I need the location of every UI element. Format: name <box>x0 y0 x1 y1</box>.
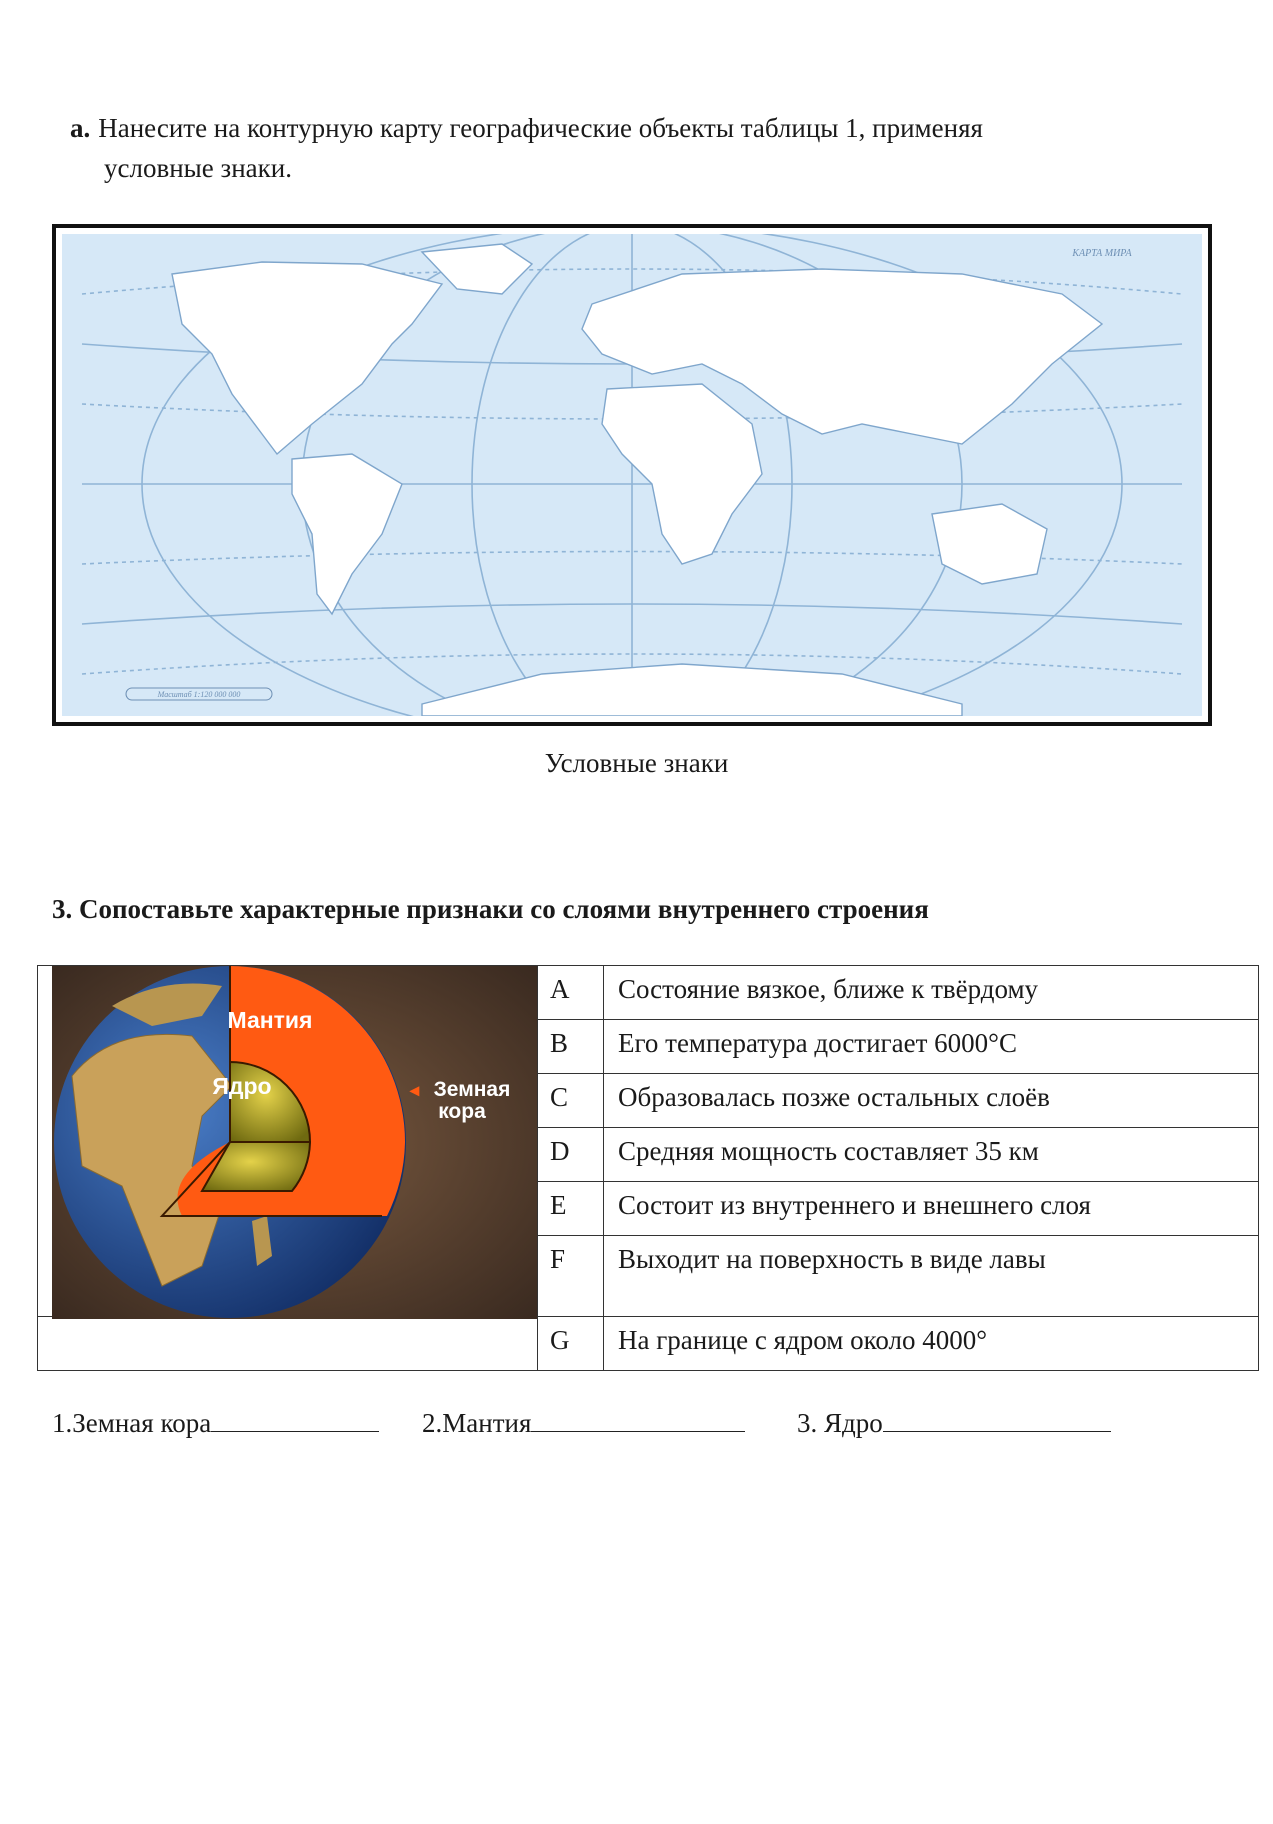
answer-mantle-label: 2.Мантия <box>422 1408 532 1438</box>
world-map-svg <box>62 234 1202 716</box>
crust-label-line2: кора <box>438 1100 486 1123</box>
empty-cell <box>38 1317 538 1371</box>
answer-crust <box>52 1407 379 1439</box>
layers-matching-table <box>37 965 1259 1371</box>
row-text: Выходит на поверхность в виде лавы <box>604 1236 1259 1317</box>
legend-title: Условные знаки <box>544 748 729 778</box>
row-letter: E <box>538 1182 604 1236</box>
row-letter: B <box>538 1020 604 1074</box>
mantle-label: Мантия <box>227 1007 313 1033</box>
answer-core <box>797 1407 1111 1439</box>
task-a-marker: а. <box>70 113 91 143</box>
row-letter: G <box>538 1317 604 1371</box>
answer-mantle-blank[interactable] <box>531 1407 745 1432</box>
task-3-title: 3. Сопоставьте характерные признаки со слоями внутреннего строения <box>52 894 929 924</box>
row-letter: F <box>538 1236 604 1317</box>
row-letter: D <box>538 1128 604 1182</box>
map-scale: Масштаб 1:120 000 000 <box>157 690 241 699</box>
answer-crust-blank[interactable] <box>211 1407 379 1432</box>
answer-mantle <box>422 1407 745 1439</box>
crust-label-line1: Земная <box>433 1078 511 1101</box>
earth-figure-cell <box>38 966 538 1317</box>
row-letter: A <box>538 966 604 1020</box>
crust-arrow: ◂ <box>410 1080 420 1100</box>
row-text: Состоит из внутреннего и внешнего слоя <box>604 1182 1259 1236</box>
answer-crust-label: 1.Земная кора <box>52 1408 212 1438</box>
table-row <box>38 1317 1259 1371</box>
row-text: На границе с ядром около 4000° <box>604 1317 1259 1371</box>
task-a-instruction <box>70 108 1170 188</box>
table-row <box>38 966 1259 1020</box>
row-text: Образовалась позже остальных слоёв <box>604 1074 1259 1128</box>
contour-world-map <box>52 224 1212 726</box>
row-text: Средняя мощность составляет 35 км <box>604 1128 1259 1182</box>
task-a-line1: Нанесите на контурную карту географические объекты таблицы 1, применяя <box>98 113 983 143</box>
earth-structure-svg <box>52 966 537 1319</box>
row-letter: C <box>538 1074 604 1128</box>
answer-core-label: 3. Ядро <box>797 1408 883 1438</box>
row-text: Состояние вязкое, ближе к твёрдому <box>604 966 1259 1020</box>
answer-core-blank[interactable] <box>883 1407 1111 1432</box>
row-text: Его температура достигает 6000°С <box>604 1020 1259 1074</box>
earth-structure-figure <box>52 966 537 1319</box>
map-label: КАРТА МИРА <box>1072 248 1132 259</box>
core-label: Ядро <box>212 1073 272 1099</box>
task-a-line2: условные знаки. <box>104 153 292 183</box>
